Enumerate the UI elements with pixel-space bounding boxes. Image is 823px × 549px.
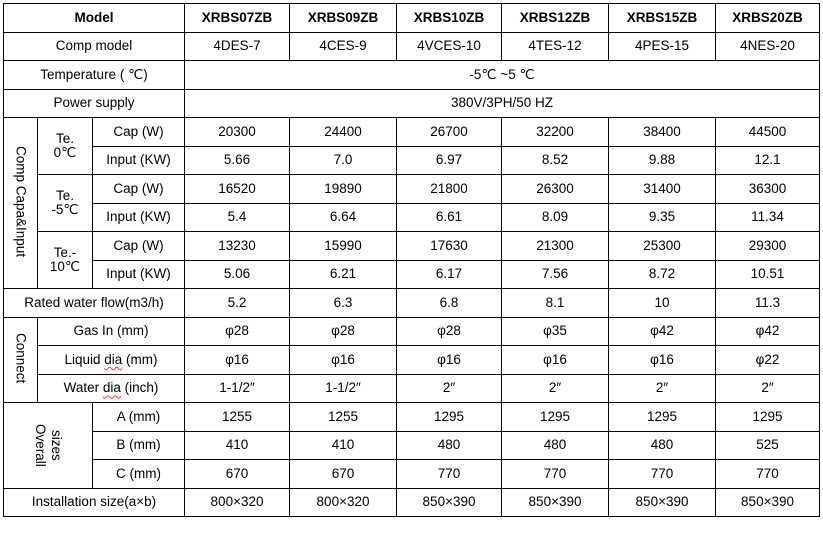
cell: φ28 [185,317,290,346]
cell: 1295 [397,403,502,432]
cell: φ16 [502,346,609,375]
cell: 1295 [716,403,820,432]
cell: 4CES-9 [290,32,397,61]
label-part: Liquid [64,351,105,367]
cell: 6.21 [290,260,397,289]
cell: φ16 [290,346,397,375]
cell: 6.64 [290,203,397,232]
cell: 16520 [185,175,290,204]
cell: 850×390 [609,488,716,517]
cell: 26700 [397,118,502,147]
cell: 13230 [185,232,290,261]
input-row [4,146,820,175]
label-line: sizes [49,429,64,461]
power-supply-row [4,89,820,118]
cell: φ16 [609,346,716,375]
cell: 800×320 [290,488,397,517]
cell: 2″ [716,374,820,403]
cell: 8.09 [502,203,609,232]
sub-label: B (mm) [93,431,185,460]
size-c-row [4,460,820,489]
label-part: (inch) [120,380,159,396]
cell: 1-1/2″ [290,374,397,403]
cell: 1255 [290,403,397,432]
te-line: Te. [55,188,74,203]
cell: 480 [397,431,502,460]
size-b-row [4,431,820,460]
cell: 10.51 [716,260,820,289]
cell: 670 [185,460,290,489]
cell: 5.66 [185,146,290,175]
cell: 8.72 [609,260,716,289]
te-label [38,175,93,232]
connect-section [4,317,38,403]
row-label: Power supply [4,89,185,118]
label-line: Overall [33,423,48,467]
cell: 8.52 [502,146,609,175]
cell: 7.56 [502,260,609,289]
cell: 525 [716,431,820,460]
cell: 480 [502,431,609,460]
cell: 8.1 [502,289,609,318]
cell: φ35 [502,317,609,346]
temperature-value: -5℃ ~5 ℃ [185,61,820,90]
te-label [38,118,93,175]
cell: 6.17 [397,260,502,289]
cell: 9.35 [609,203,716,232]
te-line: 10℃ [49,259,81,274]
cell: 11.34 [716,203,820,232]
gas-row [4,317,820,346]
cell: 850×390 [716,488,820,517]
cell: 12.1 [716,146,820,175]
cell: 800×320 [185,488,290,517]
sub-label: Cap (W) [93,232,185,261]
cell: 21300 [502,232,609,261]
cell: 1255 [185,403,290,432]
cell: 6.97 [397,146,502,175]
cell: 25300 [609,232,716,261]
cell: φ28 [290,317,397,346]
cell: 850×390 [397,488,502,517]
row-label: Installation size(a×b) [4,488,185,517]
cell: 20300 [185,118,290,147]
input-row [4,260,820,289]
cell: 410 [185,431,290,460]
cell: 6.61 [397,203,502,232]
sub-label: Input (KW) [93,260,185,289]
te-line: -5℃ [51,202,79,217]
cell: 32200 [502,118,609,147]
cell: 44500 [716,118,820,147]
label-part: (mm) [122,351,158,367]
overall-sizes-section [4,403,93,489]
cell: 10 [609,289,716,318]
label-part: Water [63,380,103,396]
cell: 17630 [397,232,502,261]
cell: 770 [397,460,502,489]
cell: 5.2 [185,289,290,318]
cell: 6.3 [290,289,397,318]
cell: 2″ [502,374,609,403]
sub-label: Gas In (mm) [38,317,185,346]
row-label: Rated water flow(m3/h) [4,289,185,318]
cell: 29300 [716,232,820,261]
te-line: Te.- [53,245,77,260]
sub-label: C (mm) [93,460,185,489]
cell: 15990 [290,232,397,261]
label-part: dia [104,351,123,367]
sub-label: Cap (W) [93,118,185,147]
te-line: 0℃ [53,145,77,160]
input-row [4,203,820,232]
cell: 7.0 [290,146,397,175]
cell: φ16 [397,346,502,375]
cell: 4DES-7 [185,32,290,61]
cell: 6.8 [397,289,502,318]
label-part: dia [102,380,121,396]
cell: 38400 [609,118,716,147]
cell: 770 [502,460,609,489]
cell: φ28 [397,317,502,346]
sub-label: Input (KW) [93,203,185,232]
sub-label: Input (KW) [93,146,185,175]
cell: 1295 [609,403,716,432]
sub-label [38,374,185,403]
model-name: XRBS10ZB [397,4,502,33]
section-label: Connect [13,333,29,384]
cell: 31400 [609,175,716,204]
cell: 670 [290,460,397,489]
cell: 1-1/2″ [185,374,290,403]
model-header: Model [4,4,185,33]
liquid-row [4,346,820,375]
sub-label [38,346,185,375]
power-supply-value: 380V/3PH/50 HZ [185,89,820,118]
te-label [38,232,93,289]
cell: 410 [290,431,397,460]
cell: 11.3 [716,289,820,318]
header-row [4,4,820,33]
cell: 2″ [609,374,716,403]
section-label: Comp Capa&Input [13,145,29,258]
model-name: XRBS20ZB [716,4,820,33]
cell: 1295 [502,403,609,432]
cell: 19890 [290,175,397,204]
sub-label: Cap (W) [93,175,185,204]
cell: 2″ [397,374,502,403]
cell: φ42 [716,317,820,346]
row-label: Temperature ( ℃) [4,61,185,90]
size-a-row [4,403,820,432]
water-row [4,374,820,403]
spec-table [3,3,820,517]
installation-row [4,488,820,517]
cell: 21800 [397,175,502,204]
cell: 9.88 [609,146,716,175]
te-line: Te. [55,131,74,146]
cap-row [4,175,820,204]
cell: 5.06 [185,260,290,289]
cell: 770 [609,460,716,489]
cell: φ22 [716,346,820,375]
model-name: XRBS07ZB [185,4,290,33]
model-name: XRBS09ZB [290,4,397,33]
cell: 24400 [290,118,397,147]
cap-row [4,118,820,147]
cell: 26300 [502,175,609,204]
cell: 850×390 [502,488,609,517]
cell: φ16 [185,346,290,375]
cell: 4TES-12 [502,32,609,61]
model-name: XRBS12ZB [502,4,609,33]
water-flow-row [4,289,820,318]
cell: φ42 [609,317,716,346]
cell: 5.4 [185,203,290,232]
cap-row [4,232,820,261]
cell: 4PES-15 [609,32,716,61]
model-name: XRBS15ZB [609,4,716,33]
cell: 4NES-20 [716,32,820,61]
cell: 4VCES-10 [397,32,502,61]
sub-label: A (mm) [93,403,185,432]
comp-model-row [4,32,820,61]
temperature-row [4,61,820,90]
cell: 36300 [716,175,820,204]
cell: 770 [716,460,820,489]
comp-capa-section [4,118,38,289]
section-label [4,424,92,467]
cell: 480 [609,431,716,460]
row-label: Comp model [4,32,185,61]
